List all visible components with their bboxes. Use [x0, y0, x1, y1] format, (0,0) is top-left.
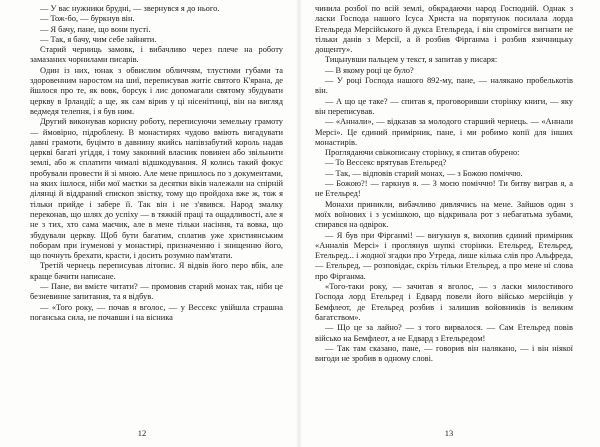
paragraph: Другий виконував корисну роботу, переписуючи земельну грамоту — ймовірно, підроблену. В монастирях чудово вміють вигадувати давні грамоти, буцімто в давнину якийсь напівзабутий король надав церкві багаті угіддя, і тому законний власник повинен або звільнити землі, або ж сплатити чималі відшкодування. Я колись такий фокус пробували провести й зі мною. Але мене пришлось по з документами, на яких ішлося, ніби мої маєтки за десятки віків належали на спірній ділянці й віддраний єпископ звістку, тому що пройдоха вже ж, тож я тільки прийде і забере її. Так він і не з'явився. Народ змалку переконав, що шлях до успіху — в тяжкій праці та ощадливості, але я не з тих, хто сама маєчик, але в мене тільки насіння, та вовка, що збудували церкву. Щоб бути багатим, сплатив уже християнським поборам при ігуменові у монастирі, призначенню і знищенню його, що почнуть брехати, красти, і досить розумно пам'ятати.	[30, 117, 283, 261]
paragraph: — Божою?! — гаркнув я. — З моєю поміччю! Ти битву виграв я, а не Етельред!	[315, 179, 573, 199]
paragraph: Проглядаючи свіжописану сторінку, я спитав обурено:	[325, 148, 520, 158]
left-page	[30, 4, 283, 444]
paragraph: Тицьнувши пальцем у текст, я запитав у писаря:	[325, 55, 498, 65]
paragraph: — Я бачу, пане, що вони пусті.	[40, 24, 151, 34]
paragraph: — Так там сказано, пане, — говорив він налякано, — і він ніякої вигоди не зробив в одному слові.	[315, 343, 573, 364]
page-number-left: 12	[137, 428, 147, 438]
paragraph: — У вас нужники брудні, — звернувся я до нього.	[40, 4, 220, 13]
paragraph: — В якому році це було?	[325, 65, 414, 75]
paragraph: Один із них, юнак з обвислим обличчям, тлустими губами та здоровенним наростом на шиї, переписував житіє святого К'ярана, де йшлося про те, як вовк, борсук і лис допомагали святому збудувати церкву в Ірландії; а ще, як сам вірив у ці нісенітниці, він на вигляд ведмедя телепня, і я був ним.	[30, 65, 283, 116]
paragraph: — То Вессекс врятував Етельред?	[325, 158, 447, 168]
paragraph: — Так, я бачу, чим себе зайняти.	[40, 34, 157, 44]
paragraph: — «Того року, — почав я вголос, — у Вессекс увійшла страшна поганська сила, не почавши і на вісника	[30, 302, 283, 322]
page-gutter	[296, 0, 302, 447]
paragraph: «Того-таки року, — зачитав я вголос, — з ласки милостивого Господа лорд Етельред і Едвард повели його військо мерсійців у Бемфлеот, де Етельред розбив і залишив войовників із великим багатством».	[315, 282, 573, 322]
paragraph: — У році Господа нашого 892-му, пане, — налякано пробелькотів він.	[315, 76, 573, 96]
paragraph: — «Аннали», — відказав за молодого старший чернець. — «Аннали Мерсі». Це єдиний примірник, пане, і ми робимо копії для інших монастирів.	[315, 117, 573, 147]
right-page	[315, 4, 573, 444]
paragraph: Монахи приникли, вибачливо дивлячись на мене. Зайшов один з моїх воїнових і з усмішкою, що відкривала рот з небагатьма зубами, спирався на одвірок.	[315, 199, 573, 230]
paragraph: — Так, — відповів старий монах, — з Божою поміччю.	[325, 168, 523, 178]
paragraph: — Пане, ви вмієте читати? — промовив старий монах так, ніби це безневинне запитання, та я відбув.	[30, 282, 283, 302]
paragraph: — Що це за лайно? — з того вирвалося. — Сам Етельред повів військо на Бемфлеот, а не Едвард з Етельредом!	[315, 323, 573, 343]
paragraph: — Тож-бо, — буркнув він.	[40, 14, 135, 24]
page-number-right: 13	[444, 428, 454, 438]
paragraph: — А що це таке? — спитав я, проговоривши сторінку книги, — яку він переписував.	[315, 96, 573, 116]
paragraph: Старий черниць замовк, і вибачливо через плече на роботу замазаних чорнилами писарів.	[30, 45, 283, 65]
paragraph: чинила розбої по всій землі, обкрадаючи народ Господній. Однак з ласки Господа нашого Ісуса Христа на порятунок посилала лорда Етельреда Мерсійського й дукса Етельреда, і він спромігся вигнати не тільки данів з Мерсії, а й розбив Фірганма і розбив язичницьку дощенту».	[315, 4, 573, 55]
paragraph: Третій чернець переписував літопис. Я відвів його перо вбік, але краще бачити написане.	[30, 261, 283, 281]
paragraph: — Я був при Фірганмі! — вигукнув я, вихопив єдиний примірник «Анналів Мерсі» і проглянув шупкі сторінки. Етельред, Етельред, Етельред... і жодної згадки про Утреда, лише кілька слів про Альфреда, — Етельред, — розповідає, скрізь тільки Етельред, а про мене ні слова про Фірганма.	[315, 230, 573, 281]
